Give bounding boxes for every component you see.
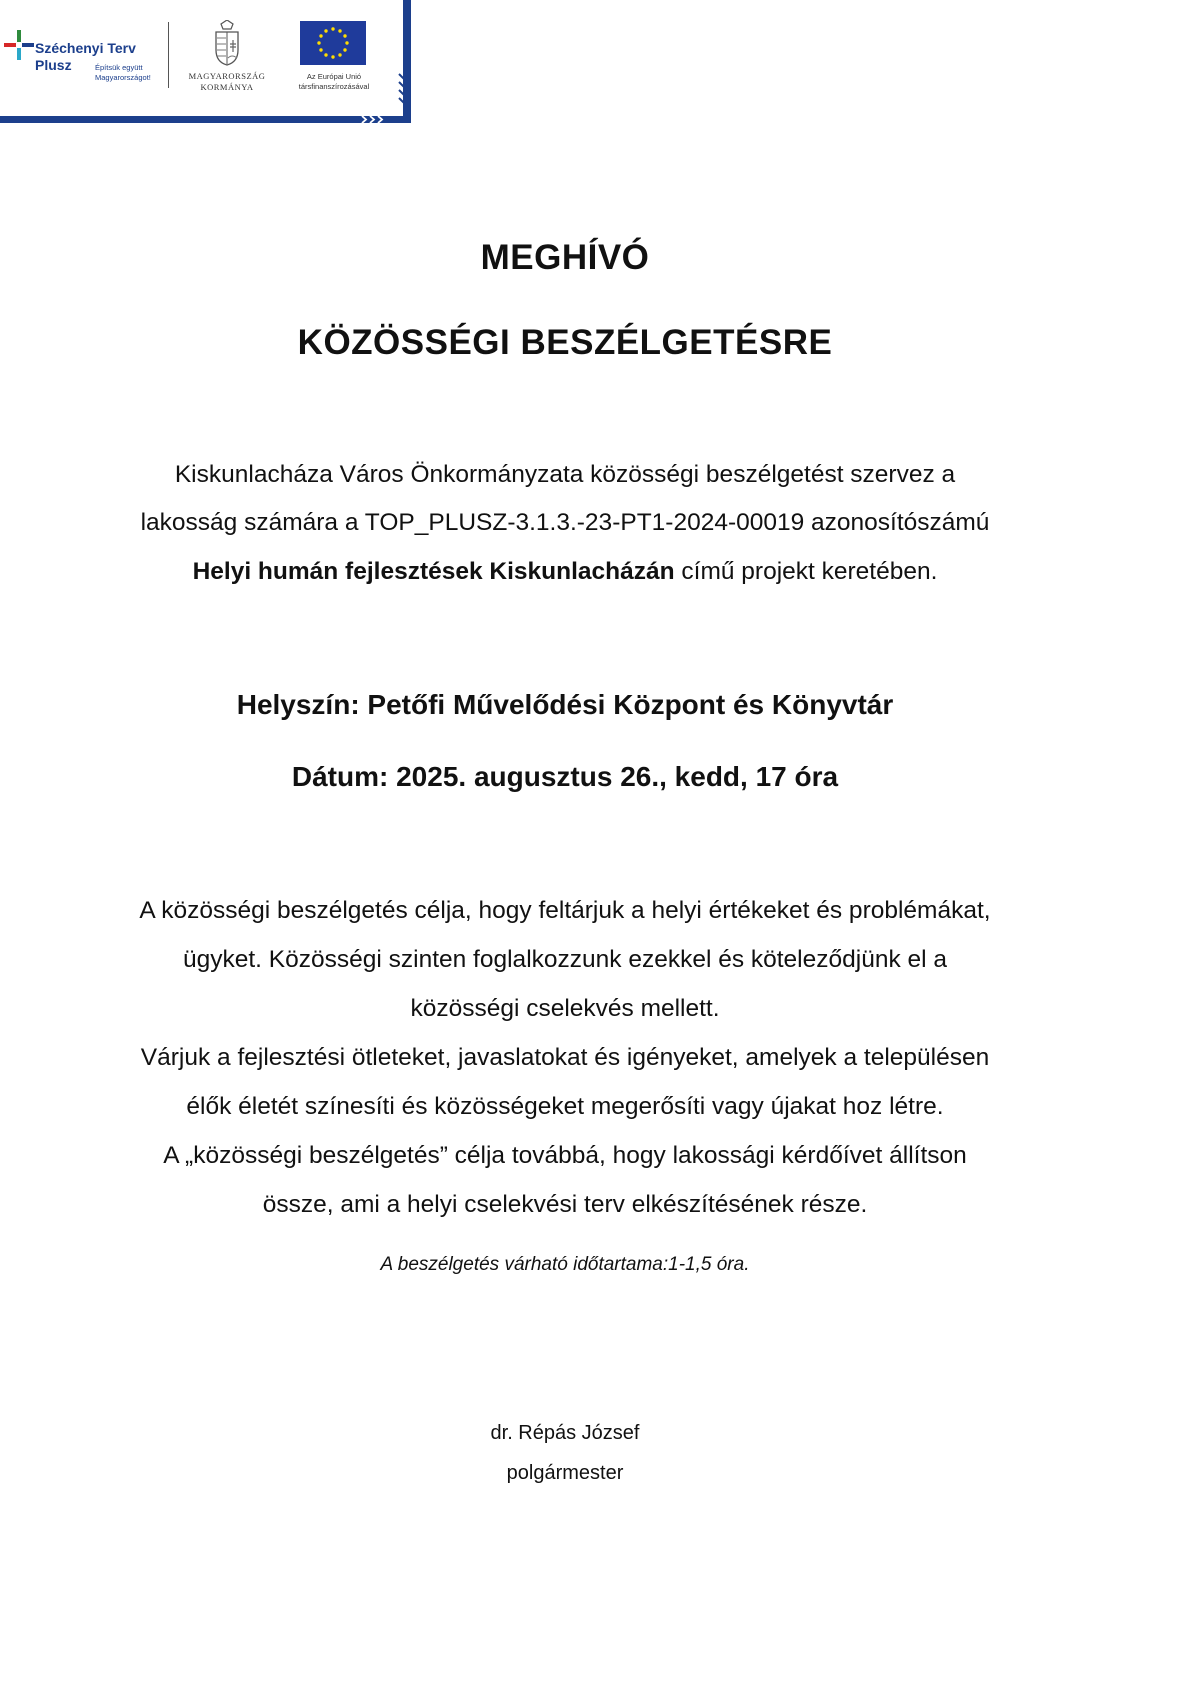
- intro-line-2: lakosság számára a TOP_PLUSZ-3.1.3.-23-PT1-2024-00019 azonosítószámú: [140, 509, 990, 536]
- title-line-1: MEGHÍVÓ: [480, 238, 650, 277]
- eu-text-line-2: társfinanszírozásával: [298, 82, 370, 91]
- project-name: Helyi humán fejlesztések Kiskunlacházán: [192, 558, 675, 585]
- event-location: Helyszín: Petőfi Művelődési Központ és Könyvtár: [236, 689, 894, 720]
- government-name: [180, 71, 274, 93]
- purpose-line-5: élők életét színesíti és közösségeket megerősíti vagy újakat hoz létre.: [186, 1093, 944, 1120]
- szechenyi-slogan: [95, 63, 151, 83]
- szechenyi-slogan-line-1: Építsük együtt: [95, 63, 143, 72]
- purpose-line-1: A közösségi beszélgetés célja, hogy feltárjuk a helyi értékeket és problémákat,: [139, 897, 991, 924]
- eu-cofinancing-text: [283, 72, 385, 92]
- chevron-right-icon: [360, 116, 388, 123]
- szechenyi-terv-cross-icon: [4, 30, 34, 60]
- intro-line-3: [0, 557, 1130, 587]
- purpose-line-6: A „közösségi beszélgetés” célja továbbá, hogy lakossági kérdőívet állítson: [163, 1142, 967, 1169]
- purpose-line-2: ügyket. Közösségi szinten foglalkozzunk ezekkel és köteleződjünk el a: [182, 946, 948, 973]
- signatory-role: polgármester: [506, 1462, 624, 1484]
- event-date: Dátum: 2025. augusztus 26., kedd, 17 óra: [291, 761, 839, 792]
- government-name-line-1: MAGYARORSZÁG: [188, 71, 266, 81]
- logo-frame-bottom: [0, 116, 411, 123]
- logo-frame-right: [403, 0, 411, 123]
- intro-line-1: Kiskunlacháza Város Önkormányzata közösségi beszélgetést szervez a: [174, 461, 956, 488]
- title-line-2: KÖZÖSSÉGI BESZÉLGETÉSRE: [297, 323, 833, 362]
- eu-text-line-1: Az Európai Unió: [306, 72, 362, 81]
- logo-divider: [168, 22, 169, 88]
- eu-flag-icon: [300, 21, 366, 65]
- purpose-line-4: Várjuk a fejlesztési ötleteket, javaslatokat és igényeket, amelyek a településen: [140, 1044, 990, 1071]
- purpose-line-7: össze, ami a helyi cselekvési terv elkészítésének része.: [262, 1191, 868, 1218]
- intro-line-3-rest: című projekt keretében.: [674, 558, 938, 585]
- szechenyi-slogan-line-2: Magyarországot!: [95, 73, 151, 82]
- purpose-line-3: közösségi cselekvés mellett.: [410, 995, 720, 1022]
- szechenyi-terv-plus: Plusz: [35, 57, 72, 73]
- hungarian-coat-of-arms-icon: [212, 20, 242, 66]
- signatory-name: dr. Répás József: [490, 1422, 640, 1444]
- szechenyi-terv-name: Széchenyi Terv: [35, 40, 136, 56]
- duration-note: A beszélgetés várható időtartama:1-1,5 óra.: [380, 1254, 750, 1275]
- government-name-line-2: KORMÁNYA: [200, 82, 254, 92]
- header-logo-block: [0, 0, 410, 123]
